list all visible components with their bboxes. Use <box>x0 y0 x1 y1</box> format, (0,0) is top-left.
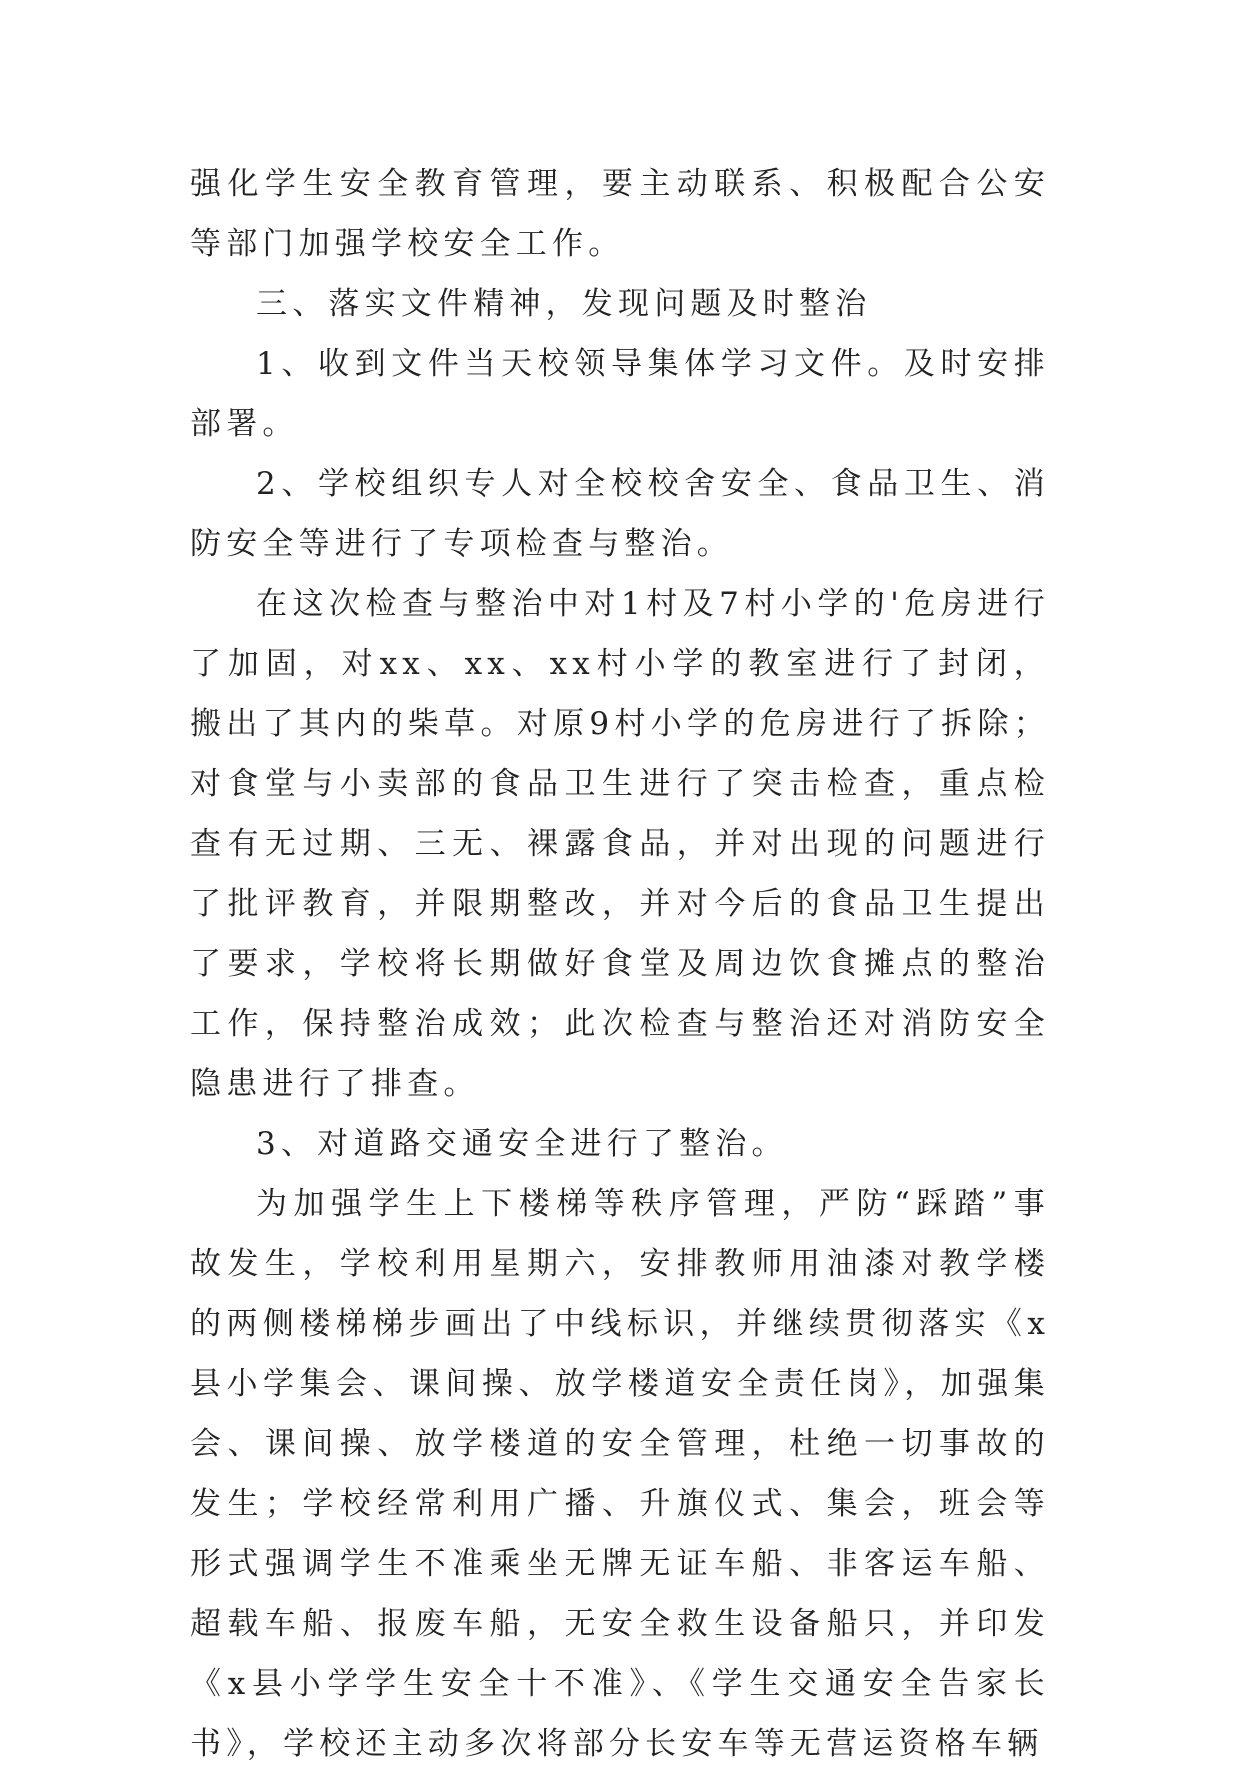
paragraph-inspection-details: 在这次检查与整治中对1村及7村小学的'危房进行了加固，对xx、xx、xx村小学的教室进行了封闭，搬出了其内的柴草。对原9村小学的危房进行了拆除；对食堂与小卖部的食品卫生进行了突击检查，重点检查有无过期、三无、裸露食品，并对出现的问题进行了批评教育，并限期整改，并对今后的食品卫生提出了要求，学校将长期做好食堂及周边饮食摊点的整治工作，保持整治成效；此次检查与整治还对消防安全隐患进行了排查。 <box>190 586 1050 1102</box>
document-body <box>190 154 1050 1774</box>
list-item-2-special-inspection: 2、学校组织专人对全校校舍安全、食品卫生、消防安全等进行了专项检查与整治。 <box>190 466 1050 562</box>
paragraph-continued-safety-education: 强化学生安全教育管理，要主动联系、积极配合公安等部门加强学校安全工作。 <box>190 166 1050 262</box>
section-heading-three: 三、落实文件精神，发现问题及时整治 <box>256 286 872 322</box>
paragraph-stairway-traffic-safety: 为加强学生上下楼梯等秩序管理，严防“踩踏”事故发生，学校利用星期六，安排教师用油漆对教学楼的两侧楼梯梯步画出了中线标识，并继续贯彻落实《x县小学集会、课间操、放学楼道安全责任岗》，加强集会、课间操、放学楼道的安全管理，杜绝一切事故的发生；学校经常利用广播、升旗仪式、集会，班会等形式强调学生不准乘坐无牌无证车船、非客运车船、超载车船、报废车船，无安全救生设备船只，并印发《x县小学学生安全十不准》、《学生交通安全告家长书》，学校还主动多次将部分长安车等无营运资格车辆 <box>190 1186 1050 1762</box>
list-item-1-study-documents: 1、收到文件当天校领导集体学习文件。及时安排部署。 <box>190 346 1050 442</box>
list-item-3-road-traffic: 3、对道路交通安全进行了整治。 <box>256 1126 788 1162</box>
